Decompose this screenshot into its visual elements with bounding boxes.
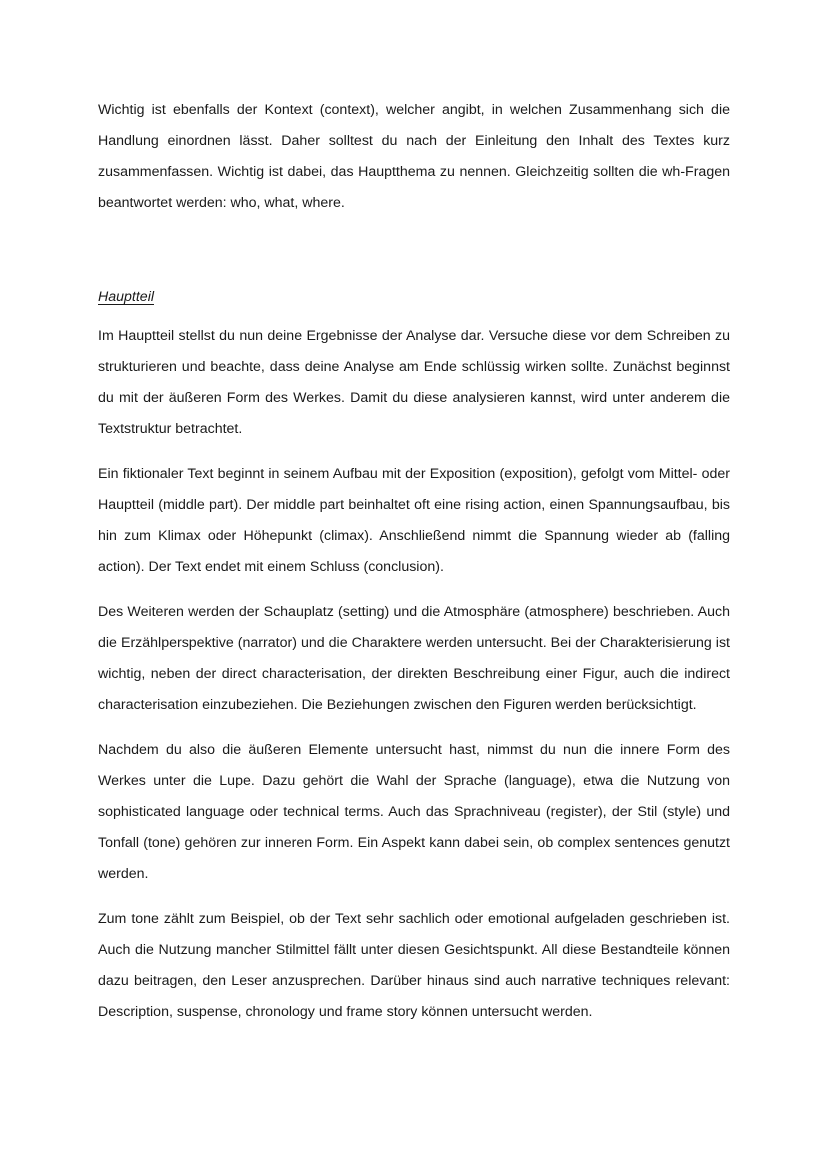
paragraph-inner-form: Nachdem du also die äußeren Elemente untersucht hast, nimmst du nun die innere Form des Werkes unter die Lupe. Dazu gehört die Wahl der Sprache (language), etwa die Nutzung von sophisticated language oder technical terms. Auch das Sprachniveau (register), der Stil (style) und Tonfall (tone) gehören zur inneren Form. Ein Aspekt kann dabei sein, ob complex sentences genutzt werden. <box>98 742 730 882</box>
section-heading-hauptteil: Hauptteil <box>98 289 154 305</box>
paragraph-tone-techniques: Zum tone zählt zum Beispiel, ob der Text sehr sachlich oder emotional aufgeladen geschrieben ist. Auch die Nutzung mancher Stilmittel fällt unter diesen Gesichtspunkt. All diese Bestandteile können dazu beitragen, den Leser anzusprechen. Darüber hinaus sind auch narrative techniques relevant: Description, suspense, chronology und frame story können untersucht werden. <box>98 911 730 1020</box>
paragraph-setting-characters: Des Weiteren werden der Schauplatz (setting) und die Atmosphäre (atmosphere) beschrieben. Auch die Erzählperspektive (narrator) und die Charaktere werden untersucht. Bei der Charakterisierung ist wichtig, neben der direct characterisation, der direkten Beschreibung einer Figur, auch die indirect characterisation einzubeziehen. Die Beziehungen zwischen den Figuren werden berücksichtigt. <box>98 604 730 713</box>
intro-paragraph: Wichtig ist ebenfalls der Kontext (context), welcher angibt, in welchen Zusammenhang sich die Handlung einordnen lässt. Daher solltest du nach der Einleitung den Inhalt des Textes kurz zusammenfassen. Wichtig ist dabei, das Hauptthema zu nennen. Gleichzeitig sollten die wh-Fragen beantwortet werden: who, what, where. <box>98 102 730 211</box>
paragraph-hauptteil-intro: Im Hauptteil stellst du nun deine Ergebnisse der Analyse dar. Versuche diese vor dem Schreiben zu strukturieren und beachte, dass deine Analyse am Ende schlüssig wirken sollte. Zunächst beginnst du mit der äußeren Form des Werkes. Damit du diese analysieren kannst, wird unter anderem die Textstruktur betrachtet. <box>98 328 730 437</box>
document-body <box>98 95 730 1042</box>
paragraph-text-structure: Ein fiktionaler Text beginnt in seinem Aufbau mit der Exposition (exposition), gefolgt vom Mittel- oder Hauptteil (middle part). Der middle part beinhaltet oft eine rising action, einen Spannungsaufbau, bis hin zum Klimax oder Höhepunkt (climax). Anschließend nimmt die Spannung wieder ab (falling action). Der Text endet mit einem Schluss (conclusion). <box>98 466 730 575</box>
